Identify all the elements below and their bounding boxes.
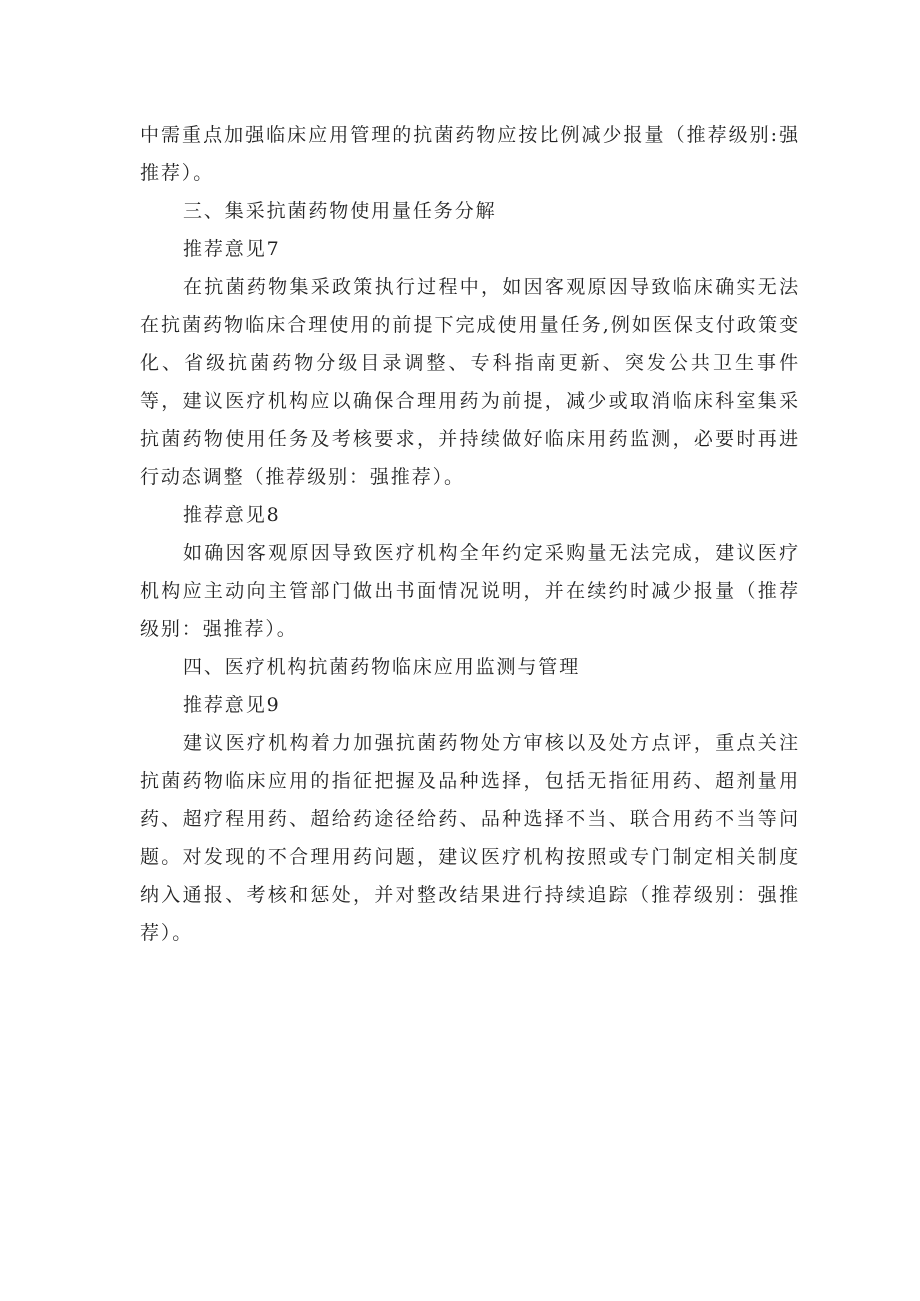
recommendation-9-body: 建议医疗机构着力加强抗菌药物处方审核以及处方点评，重点关注抗菌药物临床应用的指征把握及品种选择，包括无指征用药、超剂量用药、超疗程用药、超给药途径给药、品种选择不当、联合用药不当等问题。对发现的不合理用药问题，建议医疗机构按照或专门制定相关制度纳入通报、考核和惩处，并对整改结果进行持续追踪（推荐级别：强推荐）。 bbox=[140, 732, 800, 944]
recommendation-7-body: 在抗菌药物集采政策执行过程中，如因客观原因导致临床确实无法在抗菌药物临床合理使用的前提下完成使用量任务,例如医保支付政策变化、省级抗菌药物分级目录调整、专科指南更新、突发公共卫生事件等，建议医疗机构应以确保合理用药为前提，减少或取消临床科室集采抗菌药物使用任务及考核要求，并持续做好临床用药监测，必要时再进行动态调整（推荐级别：强推荐）。 bbox=[140, 276, 800, 488]
continuation-paragraph: 中需重点加强临床应用管理的抗菌药物应按比例减少报量（推荐级别:强推荐）。 bbox=[140, 124, 800, 184]
recommendation-7-title: 推荐意见7 bbox=[183, 238, 281, 260]
recommendation-8-body: 如确因客观原因导致医疗机构全年约定采购量无法完成，建议医疗机构应主动向主管部门做出书面情况说明，并在续约时减少报量（推荐级别：强推荐）。 bbox=[140, 542, 800, 640]
document-body bbox=[140, 116, 800, 952]
recommendation-9-title: 推荐意见9 bbox=[183, 694, 281, 716]
section-heading-3: 三、集采抗菌药物使用量任务分解 bbox=[183, 200, 497, 222]
recommendation-8-title: 推荐意见8 bbox=[183, 504, 281, 526]
section-heading-4: 四、医疗机构抗菌药物临床应用监测与管理 bbox=[183, 656, 581, 678]
